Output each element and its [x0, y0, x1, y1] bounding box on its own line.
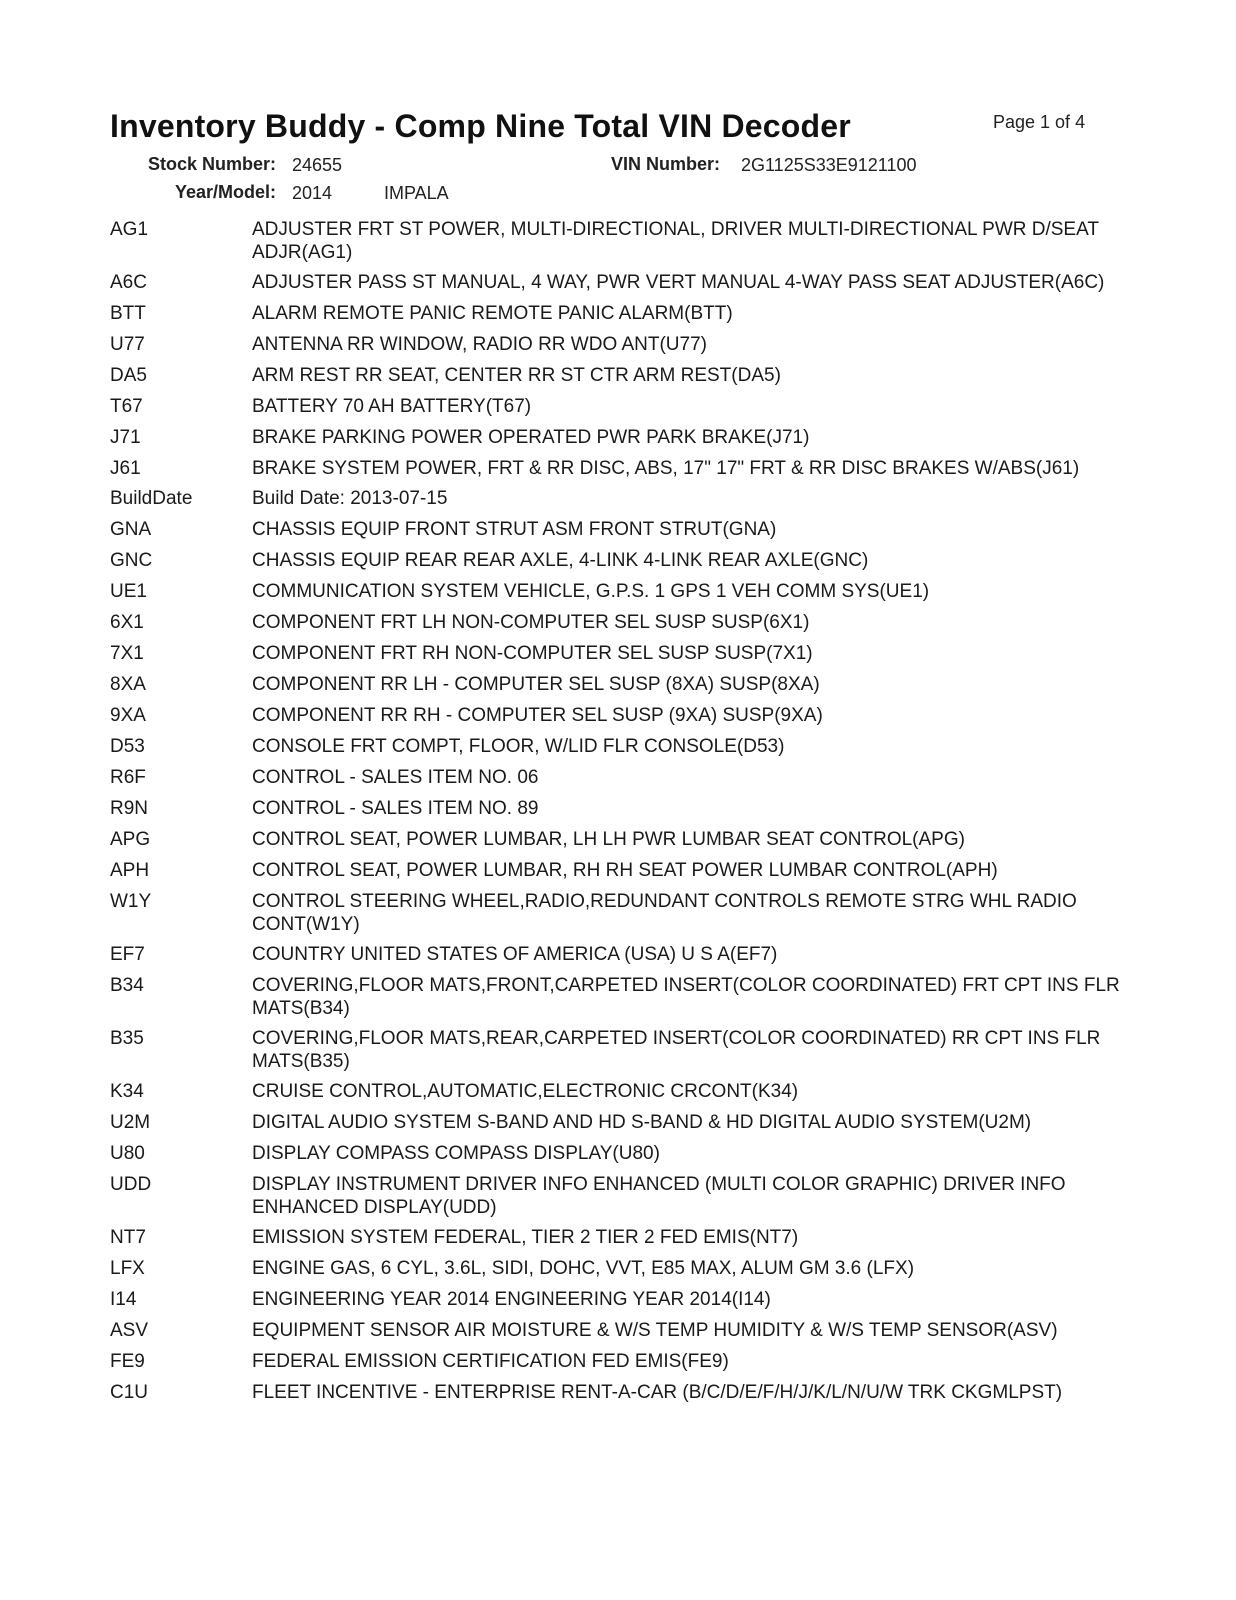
option-description: CONTROL SEAT, POWER LUMBAR, RH RH SEAT POWER LUMBAR CONTROL(APH): [252, 860, 998, 881]
option-code: 7X1: [110, 643, 144, 664]
option-code: K34: [110, 1081, 144, 1102]
option-code: D53: [110, 736, 145, 757]
option-code-list: [110, 218, 1120, 1412]
option-description: CHASSIS EQUIP REAR REAR AXLE, 4-LINK 4-LINK REAR AXLE(GNC): [252, 550, 869, 571]
option-description: COVERING,FLOOR MATS,REAR,CARPETED INSERT(COLOR COORDINATED) RR CPT INS FLR MATS(B35): [252, 1028, 1101, 1072]
option-code: GNA: [110, 519, 152, 540]
option-description: DISPLAY INSTRUMENT DRIVER INFO ENHANCED (MULTI COLOR GRAPHIC) DRIVER INFO ENHANCED DISPLAY(UDD): [252, 1174, 1066, 1218]
option-row: [110, 457, 1120, 480]
page-number: Page 1 of 4: [993, 112, 1086, 132]
option-code: W1Y: [110, 891, 152, 912]
option-row: [110, 943, 1120, 966]
option-code: UE1: [110, 581, 147, 602]
option-row: [110, 364, 1120, 387]
option-description: ENGINE GAS, 6 CYL, 3.6L, SIDI, DOHC, VVT, E85 MAX, ALUM GM 3.6 (LFX): [252, 1258, 915, 1279]
option-row: [110, 704, 1120, 727]
option-row: [110, 395, 1120, 418]
option-row: [110, 580, 1120, 603]
option-row: [110, 1080, 1120, 1103]
option-row: [110, 890, 1120, 936]
stock-number-value: 24655: [292, 155, 343, 175]
option-row: [110, 302, 1120, 325]
option-code: BuildDate: [110, 488, 193, 509]
option-row: [110, 549, 1120, 572]
option-description: BATTERY 70 AH BATTERY(T67): [252, 396, 532, 417]
option-row: [110, 611, 1120, 634]
option-description: DISPLAY COMPASS COMPASS DISPLAY(U80): [252, 1143, 660, 1164]
option-code: ASV: [110, 1320, 149, 1341]
option-code: BTT: [110, 303, 146, 324]
option-description: CRUISE CONTROL,AUTOMATIC,ELECTRONIC CRCONT(K34): [252, 1081, 799, 1102]
option-code: 6X1: [110, 612, 144, 633]
option-row: [110, 218, 1120, 264]
option-row: [110, 1142, 1120, 1165]
option-code: C1U: [110, 1382, 149, 1403]
option-description: CONTROL - SALES ITEM NO. 89: [252, 798, 539, 819]
option-description: ENGINEERING YEAR 2014 ENGINEERING YEAR 2014(I14): [252, 1289, 771, 1310]
option-row: [110, 1173, 1120, 1219]
option-description: EQUIPMENT SENSOR AIR MOISTURE & W/S TEMP HUMIDITY & W/S TEMP SENSOR(ASV): [252, 1320, 1058, 1341]
option-code: A6C: [110, 272, 147, 293]
option-row: [110, 828, 1120, 851]
option-description: COMPONENT FRT LH NON-COMPUTER SEL SUSP SUSP(6X1): [252, 612, 810, 633]
option-description: CHASSIS EQUIP FRONT STRUT ASM FRONT STRUT(GNA): [252, 519, 777, 540]
stock-number-label: Stock Number:: [148, 154, 277, 174]
option-description: COMPONENT RR RH - COMPUTER SEL SUSP (9XA) SUSP(9XA): [252, 705, 823, 726]
option-description: COVERING,FLOOR MATS,FRONT,CARPETED INSERT(COLOR COORDINATED) FRT CPT INS FLR MATS(B34): [252, 975, 1120, 1019]
option-code: APG: [110, 829, 151, 850]
option-code: LFX: [110, 1258, 145, 1279]
option-description: COMMUNICATION SYSTEM VEHICLE, G.P.S. 1 GPS 1 VEH COMM SYS(UE1): [252, 581, 930, 602]
model-value: IMPALA: [384, 183, 449, 203]
option-row: [110, 974, 1120, 1020]
option-description: Build Date: 2013-07-15: [252, 488, 448, 509]
option-description: BRAKE PARKING POWER OPERATED PWR PARK BRAKE(J71): [252, 427, 810, 448]
option-code: U77: [110, 334, 145, 355]
option-description: DIGITAL AUDIO SYSTEM S-BAND AND HD S-BAND & HD DIGITAL AUDIO SYSTEM(U2M): [252, 1112, 1032, 1133]
option-code: U2M: [110, 1112, 151, 1133]
option-description: COMPONENT FRT RH NON-COMPUTER SEL SUSP SUSP(7X1): [252, 643, 813, 664]
option-row: [110, 859, 1120, 882]
option-row: [110, 642, 1120, 665]
option-row: [110, 1288, 1120, 1311]
option-code: 9XA: [110, 705, 146, 726]
option-code: APH: [110, 860, 150, 881]
option-row: [110, 1381, 1120, 1404]
option-code: NT7: [110, 1227, 146, 1248]
option-row: [110, 1350, 1120, 1373]
page-title: Inventory Buddy - Comp Nine Total VIN Decoder: [110, 108, 851, 144]
option-description: BRAKE SYSTEM POWER, FRT & RR DISC, ABS, 17" 17" FRT & RR DISC BRAKES W/ABS(J61): [252, 458, 1080, 479]
option-description: ANTENNA RR WINDOW, RADIO RR WDO ANT(U77): [252, 334, 707, 355]
option-description: CONTROL STEERING WHEEL,RADIO,REDUNDANT CONTROLS REMOTE STRG WHL RADIO CONT(W1Y): [252, 891, 1077, 935]
option-row: [110, 518, 1120, 541]
option-row: [110, 1111, 1120, 1134]
option-code: R9N: [110, 798, 149, 819]
option-code: B34: [110, 975, 144, 996]
vin-number-label: VIN Number:: [611, 154, 721, 174]
option-row: [110, 271, 1120, 294]
option-description: EMISSION SYSTEM FEDERAL, TIER 2 TIER 2 FED EMIS(NT7): [252, 1227, 799, 1248]
year-model-label: Year/Model:: [175, 182, 277, 202]
option-code: AG1: [110, 219, 149, 240]
option-description: COMPONENT RR LH - COMPUTER SEL SUSP (8XA) SUSP(8XA): [252, 674, 820, 695]
option-description: CONTROL - SALES ITEM NO. 06: [252, 767, 539, 788]
option-description: FLEET INCENTIVE - ENTERPRISE RENT-A-CAR (B/C/D/E/F/H/J/K/L/N/U/W TRK CKGMLPST): [252, 1382, 1063, 1403]
option-row: [110, 1319, 1120, 1342]
option-code: EF7: [110, 944, 145, 965]
option-code: DA5: [110, 365, 147, 386]
option-code: 8XA: [110, 674, 146, 695]
option-description: ARM REST RR SEAT, CENTER RR ST CTR ARM REST(DA5): [252, 365, 781, 386]
option-row: [110, 1027, 1120, 1073]
option-code: T67: [110, 396, 143, 417]
vin-number-value: 2G1125S33E9121100: [741, 155, 917, 175]
option-description: CONTROL SEAT, POWER LUMBAR, LH LH PWR LUMBAR SEAT CONTROL(APG): [252, 829, 965, 850]
option-row: [110, 1257, 1120, 1280]
option-code: I14: [110, 1289, 137, 1310]
option-description: ALARM REMOTE PANIC REMOTE PANIC ALARM(BTT): [252, 303, 733, 324]
option-description: CONSOLE FRT COMPT, FLOOR, W/LID FLR CONSOLE(D53): [252, 736, 785, 757]
option-row: [110, 797, 1120, 820]
option-description: COUNTRY UNITED STATES OF AMERICA (USA) U S A(EF7): [252, 944, 778, 965]
option-description: ADJUSTER FRT ST POWER, MULTI-DIRECTIONAL, DRIVER MULTI-DIRECTIONAL PWR D/SEAT ADJR(AG1): [252, 219, 1099, 263]
option-code: U80: [110, 1143, 145, 1164]
option-description: FEDERAL EMISSION CERTIFICATION FED EMIS(FE9): [252, 1351, 729, 1372]
option-row: [110, 1226, 1120, 1249]
option-code: GNC: [110, 550, 153, 571]
option-row: [110, 766, 1120, 789]
option-code: J71: [110, 427, 141, 448]
option-code: B35: [110, 1028, 144, 1049]
option-description: ADJUSTER PASS ST MANUAL, 4 WAY, PWR VERT MANUAL 4-WAY PASS SEAT ADJUSTER(A6C): [252, 272, 1105, 293]
option-code: UDD: [110, 1174, 152, 1195]
option-row: [110, 735, 1120, 758]
year-value: 2014: [292, 183, 333, 203]
option-code: J61: [110, 458, 141, 479]
option-code: R6F: [110, 767, 146, 788]
option-code: FE9: [110, 1351, 145, 1372]
option-row: [110, 673, 1120, 696]
option-row: [110, 426, 1120, 449]
option-row: [110, 333, 1120, 356]
option-row: [110, 487, 1120, 510]
